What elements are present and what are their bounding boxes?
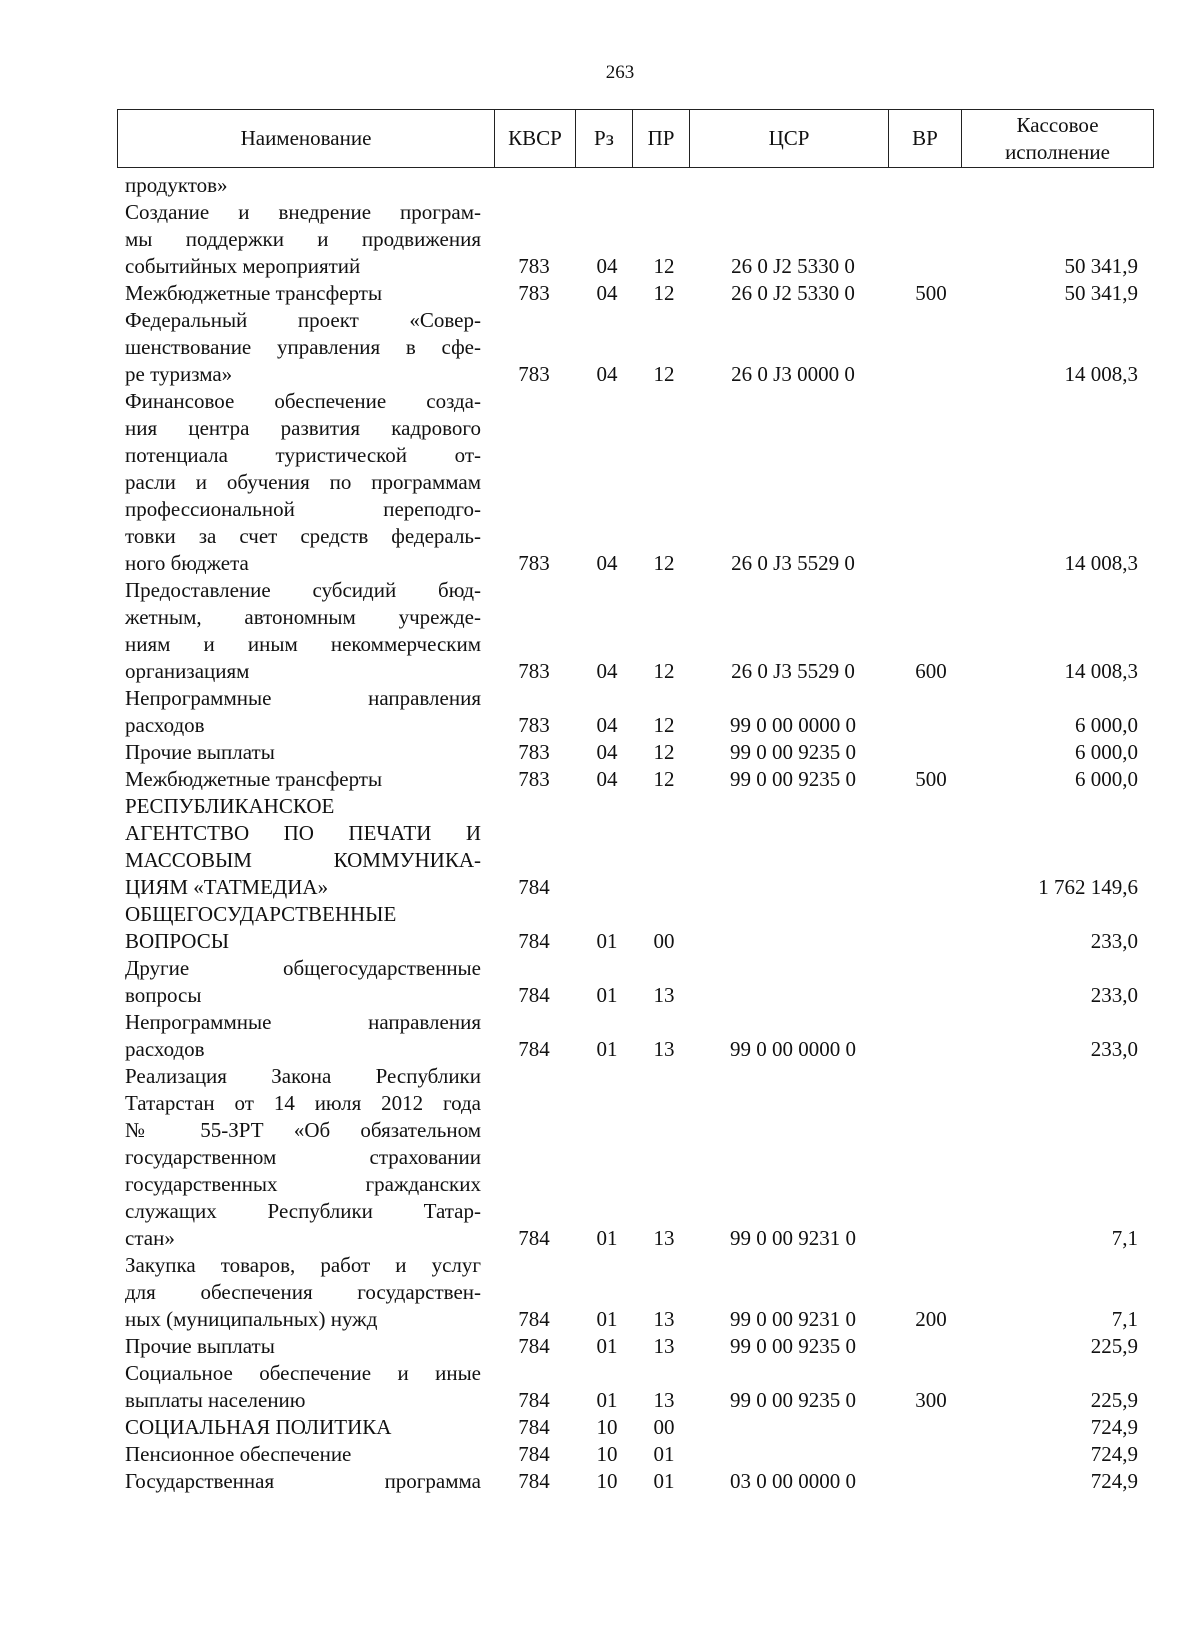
- row-kass: 50 341,9: [1064, 254, 1138, 278]
- row-vr: 500: [915, 281, 947, 305]
- row-name: [125, 1414, 481, 1441]
- row-name-line: Непрограммные направления: [125, 686, 481, 710]
- row-name-line: Закупка товаров, работ и услуг: [125, 1253, 481, 1277]
- table-row: [0, 1360, 1200, 1414]
- row-vr: 200: [915, 1307, 947, 1331]
- row-pr: 13: [653, 1037, 675, 1061]
- row-name: [125, 793, 481, 901]
- row-name-line: Государственная программа: [125, 1469, 481, 1493]
- row-csr: 26 0 J3 0000 0: [731, 362, 855, 386]
- row-pr: 12: [653, 281, 675, 305]
- row-rz: 10: [596, 1415, 618, 1439]
- row-rz: 01: [596, 1037, 618, 1061]
- table-row: [0, 955, 1200, 1009]
- row-name: [125, 172, 481, 199]
- row-pr: 12: [653, 362, 675, 386]
- row-kass: 6 000,0: [1075, 740, 1138, 764]
- row-name-line: ниям и иным некоммерческим: [125, 632, 481, 656]
- row-csr: 26 0 J2 5330 0: [731, 281, 855, 305]
- table-row: [0, 388, 1200, 577]
- row-kass: 225,9: [1090, 1388, 1138, 1412]
- row-name: [125, 1468, 481, 1495]
- row-name-line: Непрограммные направления: [125, 1010, 481, 1034]
- row-name-line: продуктов»: [125, 173, 228, 197]
- row-rz: 01: [596, 1388, 618, 1412]
- row-name-line: вопросы: [125, 983, 202, 1007]
- row-name-line: Татарстан от 14 июля 2012 года: [125, 1091, 481, 1115]
- row-name-line: Межбюджетные трансферты: [125, 281, 383, 305]
- table-row: [0, 280, 1200, 307]
- row-name-line: Прочие выплаты: [125, 1334, 275, 1358]
- row-name-line: СОЦИАЛЬНАЯ ПОЛИТИКА: [125, 1415, 392, 1439]
- row-name: [125, 280, 481, 307]
- table-header: [117, 109, 1154, 168]
- header-vr: ВР: [889, 110, 962, 167]
- table-row: [0, 901, 1200, 955]
- row-name: [125, 685, 481, 739]
- row-vr: 500: [915, 767, 947, 791]
- row-name-line: Реализация Закона Республики: [125, 1064, 481, 1088]
- table-row: [0, 1414, 1200, 1441]
- row-name: [125, 739, 481, 766]
- row-rz: 04: [596, 281, 618, 305]
- row-name: [125, 955, 481, 1009]
- row-name: [125, 1252, 481, 1333]
- row-name-line: служащих Республики Татар-: [125, 1199, 481, 1223]
- header-name: Наименование: [118, 110, 495, 167]
- row-name: [125, 1441, 481, 1468]
- row-kass: 6 000,0: [1075, 713, 1138, 737]
- header-pr: ПР: [633, 110, 690, 167]
- table-row: [0, 766, 1200, 793]
- row-vr: 300: [915, 1388, 947, 1412]
- row-name-line: ВОПРОСЫ: [125, 929, 230, 953]
- table-row: [0, 793, 1200, 901]
- row-csr: 99 0 00 9231 0: [730, 1307, 856, 1331]
- row-name-line: жетным, автономным учрежде-: [125, 605, 481, 629]
- table-row: [0, 199, 1200, 280]
- row-pr: 13: [653, 1307, 675, 1331]
- row-kvsr: 783: [518, 767, 550, 791]
- row-name-line: ных (муниципальных) нужд: [125, 1307, 378, 1331]
- row-name-line: товки за счет средств федераль-: [125, 524, 481, 548]
- row-name-line: ЦИЯМ «ТАТМЕДИА»: [125, 875, 329, 899]
- table-row: [0, 1468, 1200, 1495]
- row-csr: 99 0 00 9235 0: [730, 1334, 856, 1358]
- row-name-line: для обеспечения государствен-: [125, 1280, 481, 1304]
- row-name: [125, 577, 481, 685]
- table-row: [0, 1009, 1200, 1063]
- row-kvsr: 784: [518, 1415, 550, 1439]
- table-row: [0, 739, 1200, 766]
- row-name-line: выплаты населению: [125, 1388, 306, 1412]
- row-rz: 04: [596, 362, 618, 386]
- row-pr: 13: [653, 983, 675, 1007]
- row-kvsr: 783: [518, 281, 550, 305]
- row-name: [125, 1333, 481, 1360]
- row-name-line: Прочие выплаты: [125, 740, 275, 764]
- row-kvsr: 784: [518, 1442, 550, 1466]
- row-kass: 6 000,0: [1075, 767, 1138, 791]
- row-kvsr: 784: [518, 1469, 550, 1493]
- row-kass: 233,0: [1090, 983, 1138, 1007]
- row-rz: 10: [596, 1442, 618, 1466]
- row-pr: 13: [653, 1334, 675, 1358]
- row-pr: 12: [653, 659, 675, 683]
- row-csr: 26 0 J3 5529 0: [731, 659, 855, 683]
- row-kass: 233,0: [1090, 1037, 1138, 1061]
- row-kass: 724,9: [1090, 1415, 1138, 1439]
- row-name: [125, 1063, 481, 1252]
- row-pr: 12: [653, 551, 675, 575]
- row-rz: 04: [596, 767, 618, 791]
- row-name-line: ного бюджета: [125, 551, 249, 575]
- row-name: [125, 766, 481, 793]
- page-number: 263: [605, 62, 635, 83]
- row-name-line: РЕСПУБЛИКАНСКОЕ: [125, 794, 335, 818]
- row-rz: 04: [596, 713, 618, 737]
- row-pr: 12: [653, 713, 675, 737]
- row-rz: 04: [596, 551, 618, 575]
- row-rz: 01: [596, 1334, 618, 1358]
- row-name-line: Межбюджетные трансферты: [125, 767, 383, 791]
- row-name-line: МАССОВЫМ КОММУНИКА-: [125, 848, 481, 872]
- row-kass: 1 762 149,6: [1038, 875, 1138, 899]
- table-body: [0, 172, 1200, 1495]
- row-pr: 12: [653, 740, 675, 764]
- row-pr: 12: [653, 767, 675, 791]
- row-name-line: профессиональной переподго-: [125, 497, 481, 521]
- row-kvsr: 784: [518, 929, 550, 953]
- row-csr: 99 0 00 9235 0: [730, 740, 856, 764]
- table-row: [0, 1333, 1200, 1360]
- row-name: [125, 1009, 481, 1063]
- row-kass: 50 341,9: [1064, 281, 1138, 305]
- row-name-line: Предоставление субсидий бюд-: [125, 578, 481, 602]
- row-name-line: ОБЩЕГОСУДАРСТВЕННЫЕ: [125, 902, 397, 926]
- row-vr: 600: [915, 659, 947, 683]
- row-kvsr: 784: [518, 875, 550, 899]
- row-rz: 04: [596, 740, 618, 764]
- row-name-line: мы поддержки и продвижения: [125, 227, 481, 251]
- table-row: [0, 577, 1200, 685]
- row-name-line: расли и обучения по программам: [125, 470, 481, 494]
- row-kvsr: 784: [518, 1334, 550, 1358]
- table-row: [0, 1252, 1200, 1333]
- row-rz: 04: [596, 254, 618, 278]
- row-name: [125, 1360, 481, 1414]
- row-name-line: организациям: [125, 659, 250, 683]
- header-kvsr: КВСР: [495, 110, 576, 167]
- row-kass: 14 008,3: [1064, 551, 1138, 575]
- row-name-line: ния центра развития кадрового: [125, 416, 481, 440]
- row-name-line: Пенсионное обеспечение: [125, 1442, 352, 1466]
- row-name: [125, 307, 481, 388]
- row-name-line: стан»: [125, 1226, 175, 1250]
- row-name-line: потенциала туристической от-: [125, 443, 481, 467]
- row-kass: 14 008,3: [1064, 362, 1138, 386]
- row-name: [125, 901, 481, 955]
- row-kass: 724,9: [1090, 1442, 1138, 1466]
- row-kvsr: 783: [518, 740, 550, 764]
- row-kass: 14 008,3: [1064, 659, 1138, 683]
- row-kass: 7,1: [1111, 1226, 1138, 1250]
- row-csr: 26 0 J2 5330 0: [731, 254, 855, 278]
- row-name: [125, 199, 481, 280]
- row-name-line: Создание и внедрение програм-: [125, 200, 481, 224]
- row-name-line: шенствование управления в сфе-: [125, 335, 481, 359]
- row-csr: 99 0 00 0000 0: [730, 713, 856, 737]
- row-kass: 7,1: [1111, 1307, 1138, 1331]
- row-pr: 01: [653, 1442, 675, 1466]
- row-kass: 233,0: [1090, 929, 1138, 953]
- row-name-line: расходов: [125, 713, 205, 737]
- row-csr: 99 0 00 9235 0: [730, 767, 856, 791]
- row-csr: 99 0 00 9235 0: [730, 1388, 856, 1412]
- row-rz: 10: [596, 1469, 618, 1493]
- row-pr: 13: [653, 1388, 675, 1412]
- row-rz: 04: [596, 659, 618, 683]
- row-kass: 225,9: [1090, 1334, 1138, 1358]
- table-row: [0, 685, 1200, 739]
- row-name-line: № 55-ЗРТ «Об обязательном: [125, 1118, 481, 1142]
- row-csr: 99 0 00 9231 0: [730, 1226, 856, 1250]
- header-kass: Кассовое исполнение: [1005, 112, 1110, 164]
- row-name: [125, 388, 481, 577]
- row-rz: 01: [596, 1226, 618, 1250]
- row-kvsr: 783: [518, 713, 550, 737]
- row-rz: 01: [596, 983, 618, 1007]
- row-name-line: ре туризма»: [125, 362, 233, 386]
- table-row: [0, 1063, 1200, 1252]
- row-rz: 01: [596, 929, 618, 953]
- table-row: [0, 172, 1200, 199]
- row-kass: 724,9: [1090, 1469, 1138, 1493]
- row-csr: 99 0 00 0000 0: [730, 1037, 856, 1061]
- header-rz: Рз: [576, 110, 633, 167]
- row-pr: 00: [653, 1415, 675, 1439]
- row-pr: 01: [653, 1469, 675, 1493]
- row-kvsr: 783: [518, 551, 550, 575]
- row-kvsr: 783: [518, 254, 550, 278]
- row-name-line: Другие общегосударственные: [125, 956, 481, 980]
- row-csr: 26 0 J3 5529 0: [731, 551, 855, 575]
- row-name-line: событийных мероприятий: [125, 254, 361, 278]
- row-kvsr: 784: [518, 983, 550, 1007]
- row-kvsr: 784: [518, 1307, 550, 1331]
- row-kvsr: 783: [518, 659, 550, 683]
- row-pr: 00: [653, 929, 675, 953]
- row-rz: 01: [596, 1307, 618, 1331]
- table-row: [0, 307, 1200, 388]
- row-csr: 03 0 00 0000 0: [730, 1469, 856, 1493]
- row-pr: 12: [653, 254, 675, 278]
- row-pr: 13: [653, 1226, 675, 1250]
- row-name-line: Федеральный проект «Совер-: [125, 308, 481, 332]
- row-kvsr: 784: [518, 1037, 550, 1061]
- row-name-line: расходов: [125, 1037, 205, 1061]
- row-name-line: государственных гражданских: [125, 1172, 481, 1196]
- row-name-line: АГЕНТСТВО ПО ПЕЧАТИ И: [125, 821, 481, 845]
- row-kvsr: 783: [518, 362, 550, 386]
- row-kvsr: 784: [518, 1388, 550, 1412]
- row-name-line: Социальное обеспечение и иные: [125, 1361, 481, 1385]
- row-name-line: Финансовое обеспечение созда-: [125, 389, 481, 413]
- row-name-line: государственном страховании: [125, 1145, 481, 1169]
- row-kvsr: 784: [518, 1226, 550, 1250]
- table-row: [0, 1441, 1200, 1468]
- header-csr: ЦСР: [690, 110, 889, 167]
